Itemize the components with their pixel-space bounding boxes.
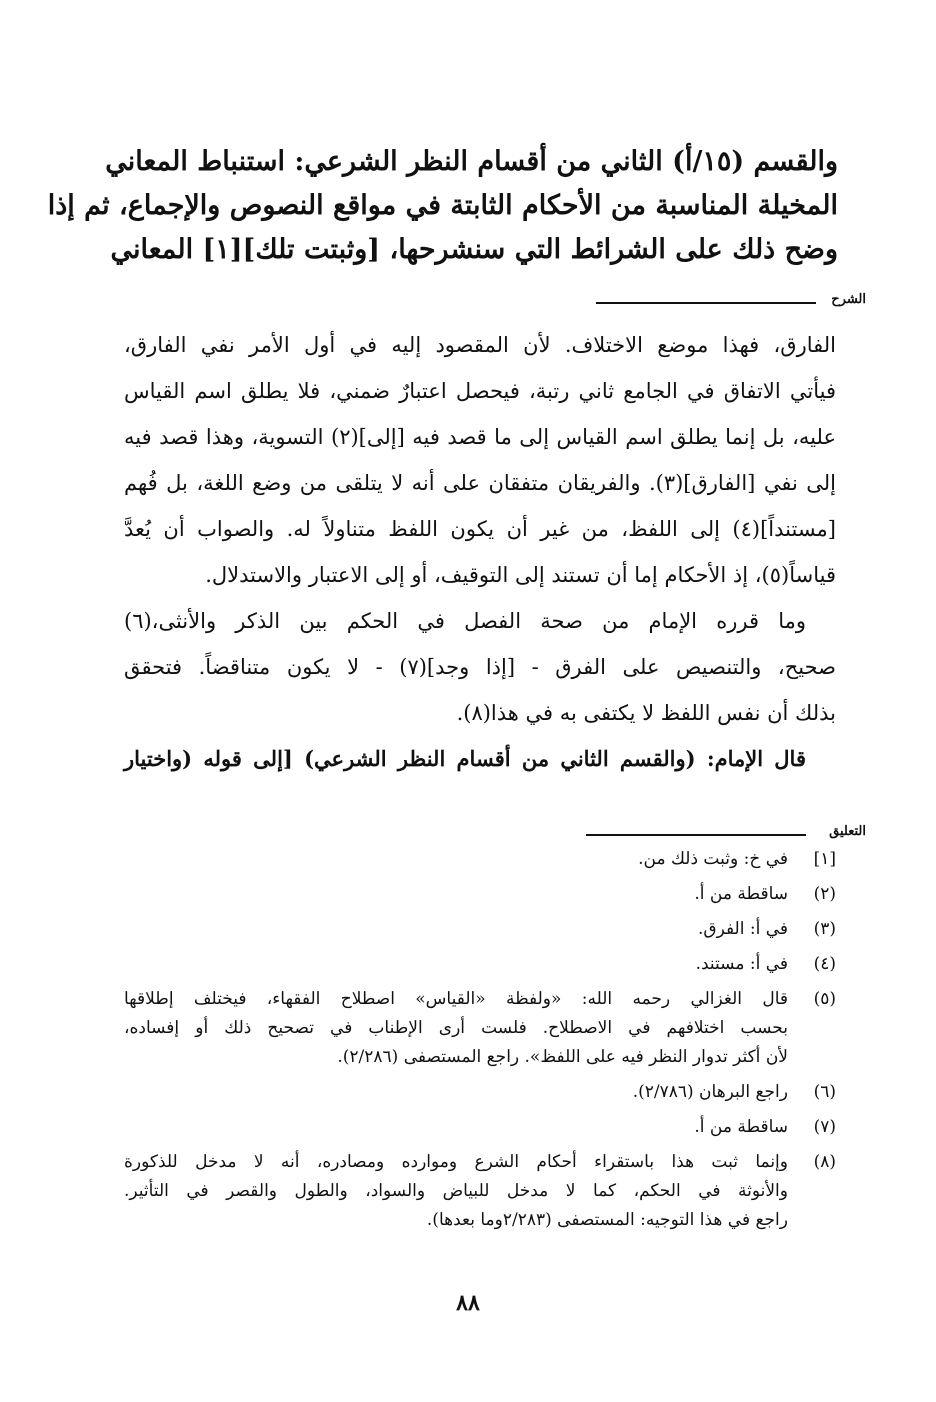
matn-text [47,140,838,272]
page-number: ٨٨ [456,1290,480,1316]
sharh-divider [466,290,866,310]
footnote-text: راجع في هذا التوجيه: المستصفى (٢/٢٨٣وما بعدها). [426,1210,788,1230]
matn-line: وضح ذلك على الشرائط التي سنشرحها، [وثبتت تلك][١] المعاني [110,234,838,265]
sharh-line: وما قرره الإمام من صحة الفصل في الحكم بين الذكر والأنثى،(٦) [124,609,806,633]
footnote-number: (٦) [813,1082,836,1102]
sharh-label: الشرح [831,292,866,307]
footnote-number: [١] [813,849,836,869]
footnote [124,1148,836,1235]
footnote-text: لأن أكثر تدوار النظر فيه على اللفظ». راجع المستصفى (٢/٢٨٦). [337,1047,788,1067]
taliq-label: التعليق [829,824,866,839]
sharh-line: بذلك أن نفس اللفظ لا يكتفى به في هذا(٨). [456,701,836,725]
footnote [124,1078,836,1107]
footnote [124,845,836,874]
sharh-line: إلى نفي [الفارق](٣). والفريقان متفقان على أنه لا يتلقى من وضع اللغة، بل فُهم [124,471,836,495]
divider-rule [596,302,816,304]
sharh-line: قال الإمام: (والقسم الثاني من أقسام النظر الشرعي) [إلى قوله (واختيار [124,746,806,771]
sharh-line: الفارق، فهذا موضع الاختلاف. لأن المقصود إليه في أول الأمر نفي الفارق، [124,333,836,357]
matn-line: المخيلة المناسبة من الأحكام الثابتة في مواقع النصوص والإجماع، ثم إذا [47,190,838,221]
footnote-text: في خ: وثبت ذلك من. [638,849,788,869]
footnote-number: (٢) [813,884,836,904]
taliq-divider [466,822,866,842]
sharh-line: قياساً(٥)، إذ الأحكام إما أن تستند إلى التوقيف، أو إلى الاعتبار والاستدلال. [205,563,836,587]
divider-rule [586,834,806,836]
footnote-text: في أ: الفرق. [697,919,788,939]
footnote-text: ساقطة من أ. [694,884,788,904]
footnote-number: (٣) [813,919,836,939]
footnote [124,1113,836,1142]
footnote-text: والأنوثة في الحكم، كما لا مدخل للبياض والسواد، والطول والقصر في التأثير. [124,1181,788,1201]
footnote-text: ساقطة من أ. [694,1117,788,1137]
sharh-line: فيأتي الاتفاق في الجامع ثاني رتبة، فيحصل اعتبارٌ ضمني، فلا يطلق اسم القياس [124,379,836,403]
sharh-line: عليه، بل إنما يطلق اسم القياس إلى ما قصد فيه [إلى](٢) التسوية، وهذا قصد فيه [124,425,836,449]
footnote [124,915,836,944]
footnote-text: في أ: مستند. [695,954,788,974]
footnote-number: (٤) [813,954,836,974]
footnote-text: بحسب اختلافهم في الاصطلاح. فلست أرى الإطناب في تصحيح ذلك أو إفساده، [124,1018,788,1038]
footnote-text: قال الغزالي رحمه الله: «ولفظة «القياس» اصطلاح الفقهاء، فيختلف إطلاقها [124,989,788,1009]
sharh-line: صحيح، والتنصيص على الفرق - [إذا وجد](٧) - لا يكون متناقضاً. فتحقق [124,655,836,679]
footnote-text: راجع البرهان (٢/٧٨٦). [632,1082,788,1102]
footnote [124,950,836,979]
sharh-text [124,322,836,782]
matn-line: والقسم (١٥/أ) الثاني من أقسام النظر الشرعي: استنباط المعاني [105,146,838,177]
footnote [124,985,836,1072]
footnote-text: وإنما ثبت هذا باستقراء أحكام الشرع وموارده ومصادره، أنه لا مدخل للذكورة [124,1152,788,1172]
footnotes [124,845,836,1241]
footnote-number: (٨) [813,1152,836,1172]
footnote-number: (٧) [813,1117,836,1137]
footnote-number: (٥) [813,989,836,1009]
footnote [124,880,836,909]
sharh-line: [مستنداً](٤) إلى اللفظ، من غير أن يكون اللفظ متناولاً له. والصواب أن يُعدَّ [124,517,836,541]
